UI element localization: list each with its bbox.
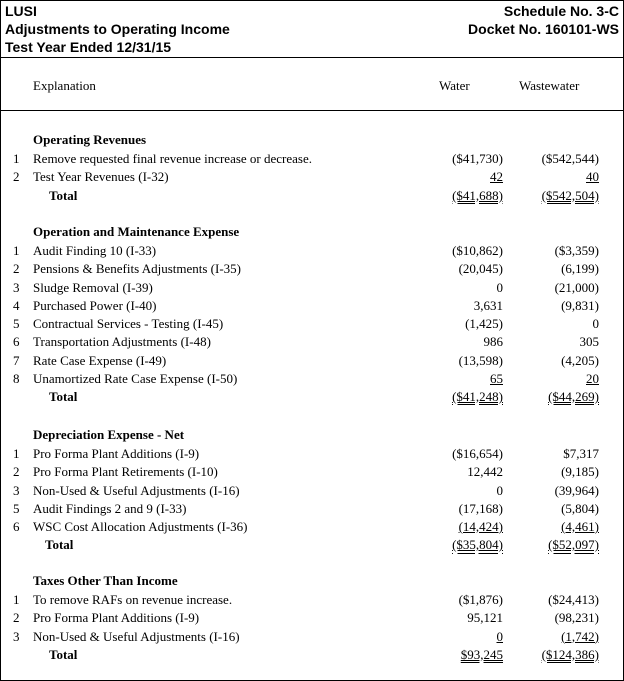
wastewater-amount: 305 — [579, 334, 599, 350]
line-number: 2 — [13, 169, 20, 185]
line-item-label: Non-Used & Useful Adjustments (I-16) — [33, 482, 240, 498]
line-number: 1 — [13, 243, 20, 258]
line-number: 4 — [13, 297, 20, 313]
docket-number: Docket No. 160101-WS — [468, 21, 619, 37]
test-year-period: Test Year Ended 12/31/15 — [5, 39, 172, 55]
water-amount: ($41,730) — [452, 151, 503, 166]
section-total-label: Total — [49, 389, 78, 404]
water-amount: 0 — [496, 279, 503, 295]
water-amount: ($1,876) — [458, 592, 503, 607]
section-total-label: Total — [49, 187, 78, 203]
wastewater-amount: (4,461) — [561, 519, 599, 534]
schedule-number: Schedule No. 3-C — [503, 3, 619, 19]
water-amount: (13,598) — [458, 352, 503, 368]
wastewater-total: ($44,269) — [548, 389, 599, 404]
wastewater-total: ($124,386) — [541, 646, 599, 662]
column-header-water: Water — [439, 78, 470, 93]
column-header-wastewater: Wastewater — [519, 78, 580, 93]
line-number: 2 — [13, 610, 20, 626]
line-number: 3 — [13, 482, 20, 498]
line-item-label: Unamortized Rate Case Expense (I-50) — [33, 370, 238, 386]
wastewater-amount: (6,199) — [561, 261, 599, 277]
wastewater-amount: 0 — [592, 316, 599, 331]
line-item-label: Rate Case Expense (I-49) — [33, 352, 167, 368]
line-item-label: To remove RAFs on revenue increase. — [33, 592, 233, 607]
line-item-label: Test Year Revenues (I-32) — [33, 169, 169, 185]
line-number: 1 — [13, 592, 20, 607]
line-item-label: Audit Finding 10 (I-33) — [33, 243, 157, 258]
line-item-label: Audit Findings 2 and 9 (I-33) — [33, 500, 187, 516]
wastewater-amount: 20 — [586, 370, 599, 386]
wastewater-amount: ($542,544) — [541, 151, 599, 166]
line-item-label: Remove requested final revenue increase or decrease. — [33, 151, 312, 166]
line-item-label: Pro Forma Plant Additions (I-9) — [33, 446, 200, 461]
water-total: ($35,804) — [452, 537, 503, 553]
water-amount: 65 — [490, 370, 503, 386]
section-title: Taxes Other Than Income — [33, 573, 178, 588]
section-title: Operating Revenues — [33, 132, 147, 147]
line-number: 7 — [13, 352, 20, 368]
wastewater-amount: (9,831) — [561, 297, 599, 313]
water-amount: ($16,654) — [452, 446, 503, 461]
schedule-title: Adjustments to Operating Income — [5, 21, 230, 37]
wastewater-amount: (39,964) — [554, 482, 599, 498]
water-amount: 0 — [496, 628, 503, 644]
water-amount: (20,045) — [458, 261, 503, 277]
wastewater-amount: (5,804) — [561, 500, 599, 516]
line-number: 6 — [13, 334, 20, 350]
line-item-label: Non-Used & Useful Adjustments (I-16) — [33, 628, 240, 644]
water-amount: ($10,862) — [452, 243, 503, 258]
section-title: Operation and Maintenance Expense — [33, 224, 240, 239]
wastewater-amount: (1,742) — [561, 628, 599, 644]
line-number: 2 — [13, 464, 20, 480]
water-amount: 3,631 — [473, 297, 503, 313]
water-total: $93,245 — [460, 646, 503, 662]
water-amount: (17,168) — [458, 500, 503, 516]
wastewater-total: ($542,504) — [541, 187, 599, 203]
wastewater-total: ($52,097) — [548, 537, 599, 553]
wastewater-amount: $7,317 — [563, 446, 599, 461]
wastewater-amount: 40 — [586, 169, 599, 185]
water-amount: 95,121 — [467, 610, 503, 626]
line-item-label: Purchased Power (I-40) — [33, 297, 157, 313]
water-amount: 0 — [496, 482, 503, 498]
wastewater-amount: ($24,413) — [548, 592, 599, 607]
line-number: 5 — [13, 316, 20, 331]
header-divider — [1, 57, 623, 58]
water-amount: 986 — [483, 334, 503, 350]
line-number: 2 — [13, 261, 20, 277]
wastewater-amount: (9,185) — [561, 464, 599, 480]
line-number: 1 — [13, 151, 20, 166]
water-amount: (1,425) — [465, 316, 503, 331]
section-total-label: Total — [49, 646, 78, 662]
line-number: 1 — [13, 446, 20, 461]
line-number: 6 — [13, 519, 20, 534]
wastewater-amount: (21,000) — [554, 279, 599, 295]
line-item-label: Contractual Services - Testing (I-45) — [33, 316, 224, 331]
section-total-label: Total — [45, 537, 74, 553]
wastewater-amount: (98,231) — [554, 610, 599, 626]
water-amount: (14,424) — [458, 519, 503, 534]
column-header-explanation: Explanation — [33, 78, 96, 93]
line-item-label: Pro Forma Plant Retirements (I-10) — [33, 464, 218, 480]
wastewater-amount: (4,205) — [561, 352, 599, 368]
line-item-label: Pensions & Benefits Adjustments (I-35) — [33, 261, 241, 277]
line-item-label: Pro Forma Plant Additions (I-9) — [33, 610, 200, 626]
wastewater-amount: ($3,359) — [554, 243, 599, 258]
line-item-label: Transportation Adjustments (I-48) — [33, 334, 211, 350]
company-name: LUSI — [5, 3, 37, 19]
water-total: ($41,688) — [452, 187, 503, 203]
water-total: ($41,248) — [452, 389, 503, 404]
column-header-divider — [1, 110, 623, 111]
line-number: 3 — [13, 628, 20, 644]
water-amount: 12,442 — [467, 464, 503, 480]
line-number: 8 — [13, 370, 20, 386]
line-number: 5 — [13, 500, 20, 516]
line-item-label: Sludge Removal (I-39) — [33, 279, 153, 295]
line-number: 3 — [13, 279, 20, 295]
water-amount: 42 — [490, 169, 503, 185]
section-title: Depreciation Expense - Net — [33, 427, 185, 442]
line-item-label: WSC Cost Allocation Adjustments (I-36) — [33, 519, 248, 534]
